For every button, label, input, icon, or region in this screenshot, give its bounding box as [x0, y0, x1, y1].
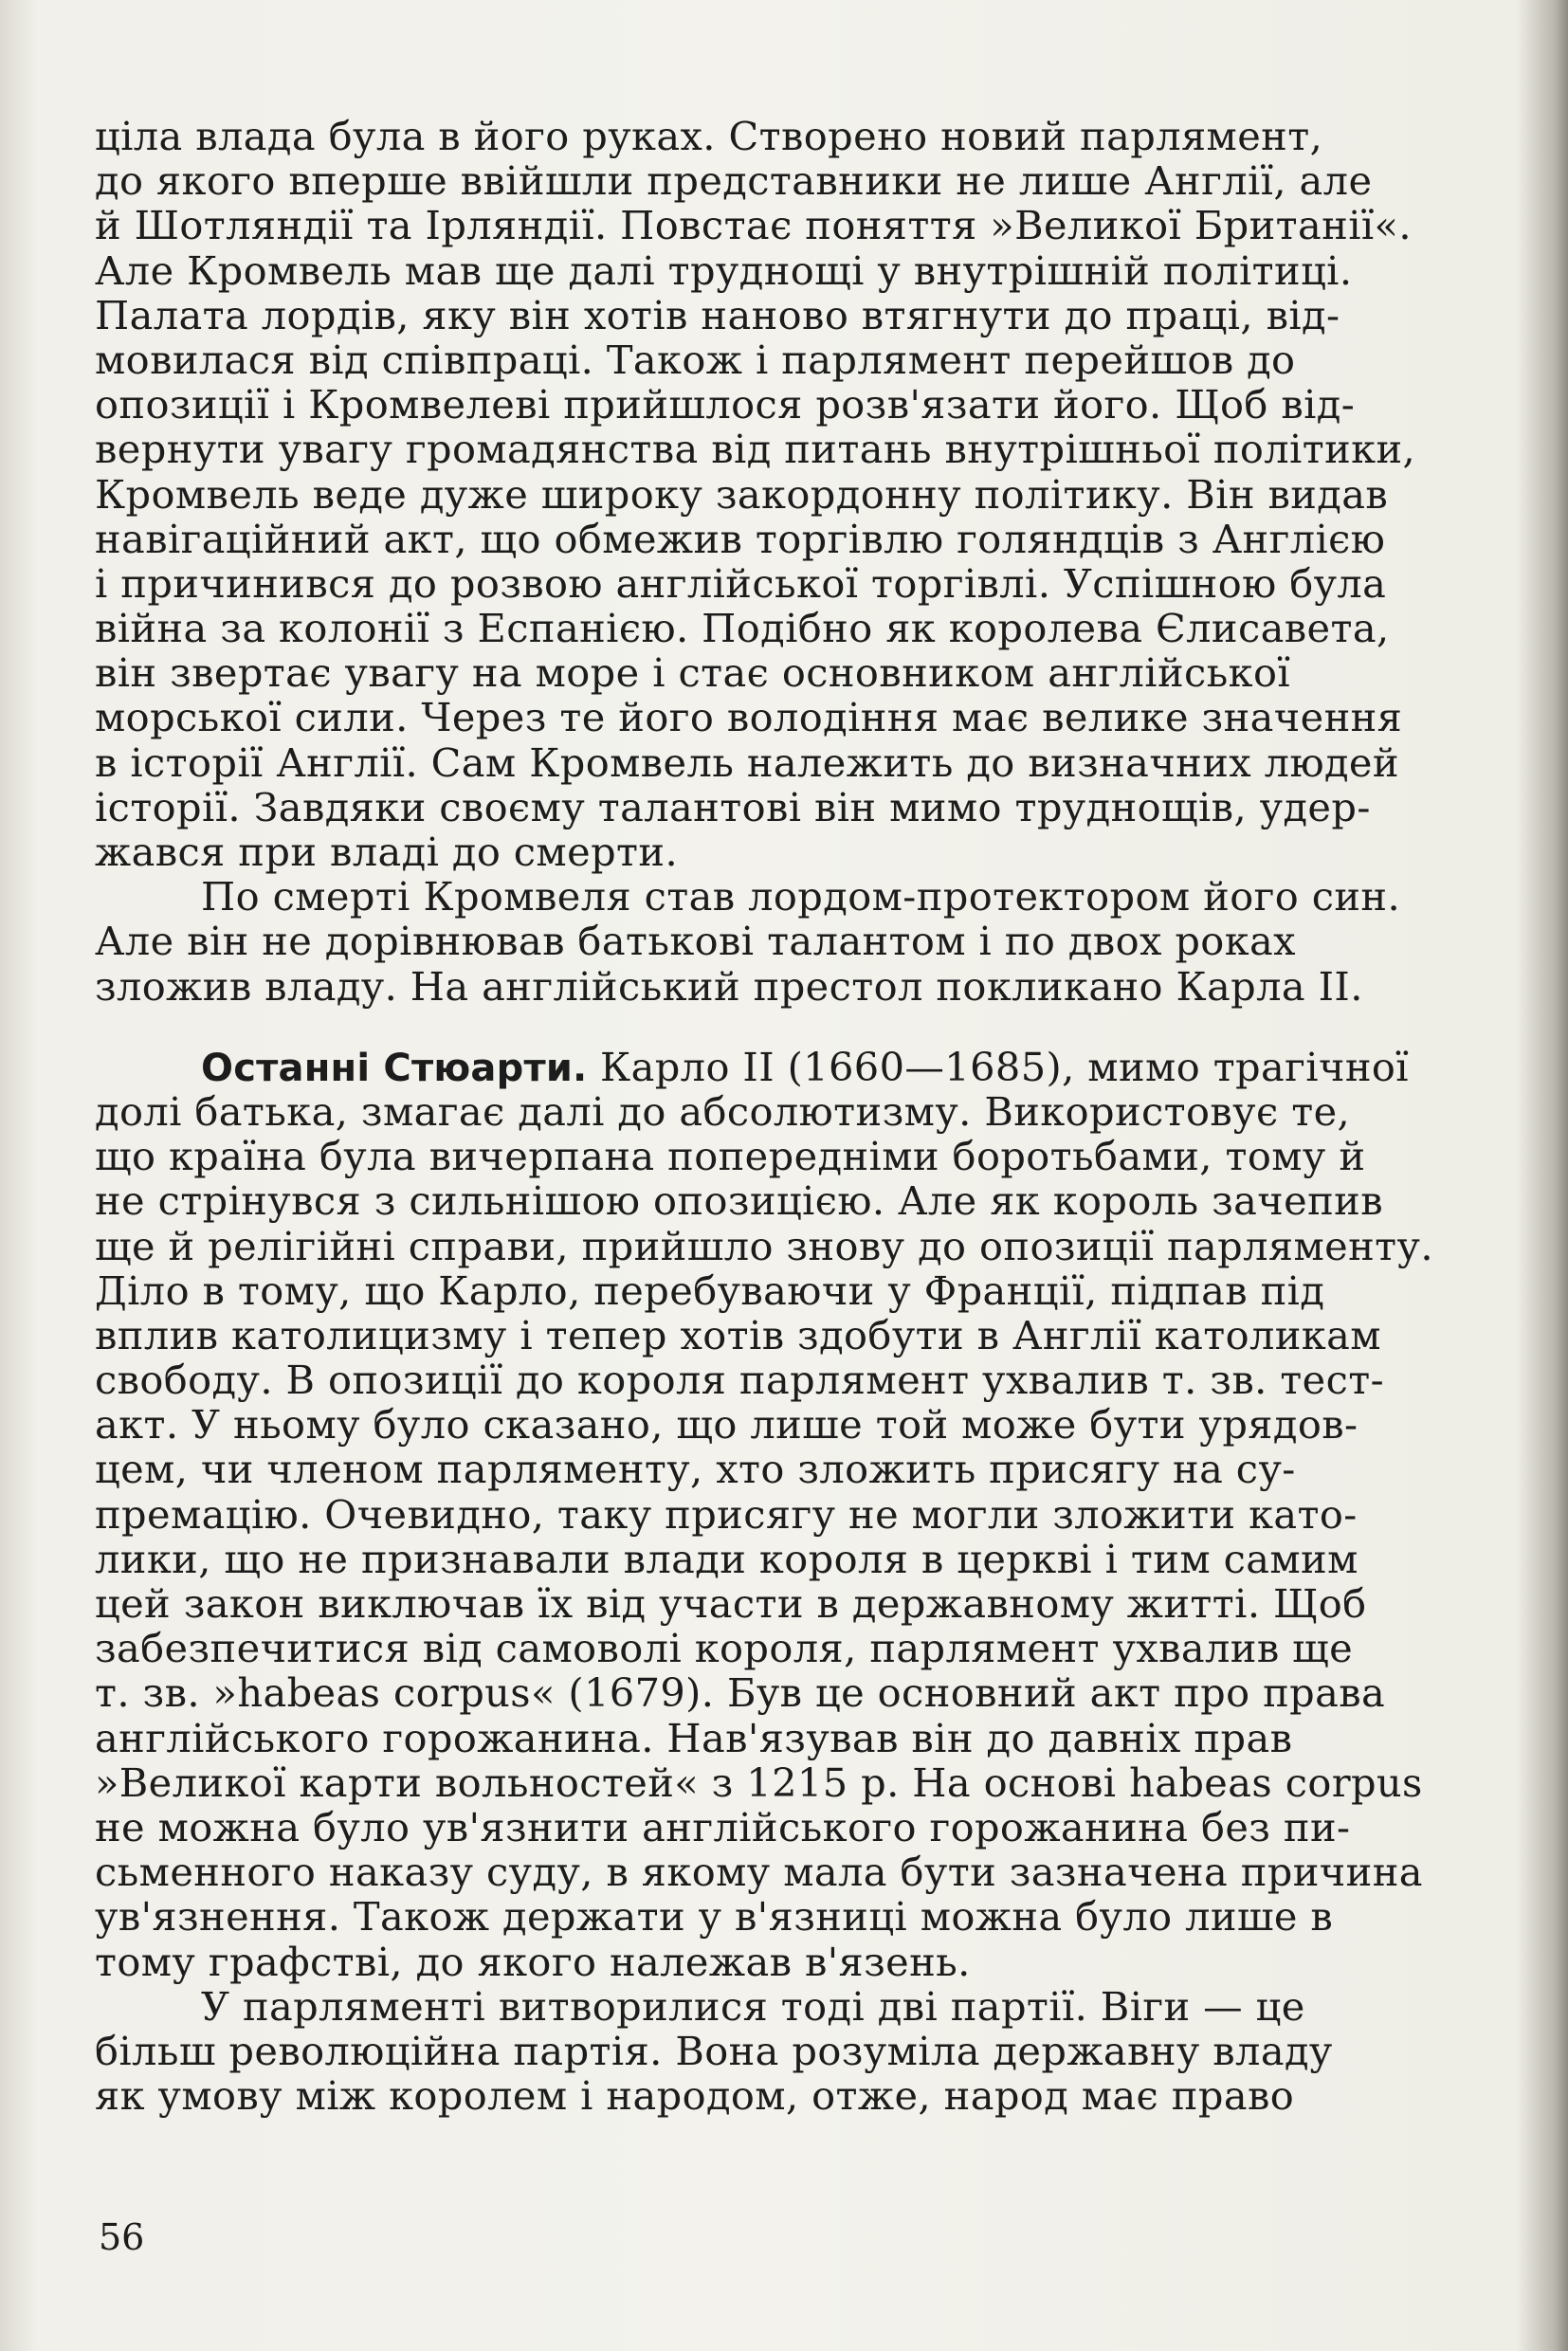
- text-line: і причинився до розвою англійської торгівлі. Успішною була: [95, 559, 1387, 607]
- text-line: війна за колонії з Еспанією. Подібно як королева Єлисавета,: [95, 605, 1390, 652]
- text-line: англійського горожанина. Нав'язував він до давніх прав: [95, 1714, 1293, 1761]
- text-line: премацію. Очевидно, таку присягу не могли зложити като-: [95, 1490, 1358, 1538]
- text-line: Кромвель веде дуже широку закордонну політику. Він видав: [95, 470, 1389, 518]
- text-line: лики, що не признавали влади короля в церкві і тим самим: [95, 1535, 1358, 1582]
- text-line: й Шотляндії та Ірляндії. Повстає поняття »Великої Британії«.: [95, 202, 1412, 249]
- text-line: тому графстві, до якого належав в'язень.: [95, 1938, 971, 1985]
- text-line: більш революційна партія. Вона розуміла державну владу: [95, 2027, 1333, 2074]
- text-line-rest: Карло II (1660—1685), мимо трагічної: [587, 1043, 1409, 1090]
- text-line: цем, чи членом парляменту, хто зложить присягу на су-: [95, 1446, 1296, 1493]
- text-line: забезпечитися від самоволі короля, парлямент ухвалив ще: [95, 1625, 1354, 1672]
- text-line: не стрінувся з сильнішою опозицією. Але як король зачепив: [95, 1177, 1383, 1225]
- text-line: цей закон виключав їх від участи в державному житті. Щоб: [95, 1580, 1367, 1627]
- text-line: »Великої карти вольностей« з 1215 р. На основі habeas corpus: [95, 1759, 1423, 1806]
- text-line: жався при владі до смерти.: [95, 829, 679, 875]
- text-line: У парляменті витворилися тоді дві партії. Віги — це: [201, 1982, 1305, 2030]
- text-line: ув'язнення. Також держати у в'язниці можна було лише в: [95, 1893, 1334, 1941]
- text-line: Але він не дорівнював батькові талантом і по двох роках: [95, 918, 1296, 965]
- text-line: свободу. В опозиції до короля парлямент ухвалив т. зв. тест-: [95, 1357, 1385, 1404]
- text-line: не можна було ув'язнити англійського горожанина без пи-: [95, 1803, 1351, 1850]
- text-line: т. зв. »habeas corpus« (1679). Був це основний акт про права: [95, 1669, 1386, 1717]
- text-line: долі батька, змагає далі до абсолютизму. Використовує те,: [95, 1087, 1351, 1135]
- section-heading: Останні Стюарти.: [201, 1046, 588, 1090]
- text-line: зложив владу. На англійський престол покликано Карла II.: [95, 962, 1363, 1010]
- text-line: морської сили. Через те його володіння має велике значення: [95, 694, 1403, 741]
- text-line: ще й релігійні справи, прийшло знову до опозиції парляменту.: [95, 1222, 1433, 1269]
- text-line: акт. У ньому було сказано, що лише той може бути урядов-: [95, 1401, 1358, 1449]
- text-line: Діло в тому, що Карло, перебуваючи у Франції, підпав під: [95, 1267, 1325, 1314]
- text-line: По смерті Кромвеля став лордом-протектором його син.: [201, 873, 1401, 920]
- section-heading-line: [95, 1045, 1517, 1089]
- text-line: Але Кромвель мав ще далі труднощі у внутрішній політиці.: [95, 246, 1353, 294]
- text-line: мовилася від співпраці. Також і парлямент перейшов до: [95, 336, 1296, 383]
- text-line: вернути увагу громадянства від питань внутрішньої політики,: [95, 426, 1416, 473]
- text-line: вплив католицизму і тепер хотів здобути в Англії католикам: [95, 1311, 1381, 1358]
- text-line: що країна була вичерпана попередніми боротьбами, тому й: [95, 1133, 1366, 1180]
- section-spacer: [95, 1009, 1517, 1045]
- text-line: Палата лордів, яку він хотів наново втягнути до праці, від-: [95, 291, 1340, 338]
- text-line: в історії Англії. Сам Кромвель належить до визначних людей: [95, 738, 1399, 786]
- text-line: опозиції і Кромвелеві прийшлося розв'язати його. Щоб від-: [95, 381, 1356, 428]
- text-line: історії. Завдяки своєму талантові він мимо труднощів, удер-: [95, 783, 1371, 830]
- page-body-text: [95, 114, 1517, 2118]
- text-line: він звертає увагу на море і стає основником англійської: [95, 649, 1291, 697]
- page-number: 56: [99, 2216, 145, 2258]
- text-line: як умову між королем і народом, отже, народ має право: [95, 2072, 1295, 2120]
- text-line: навігаційний акт, що обмежив торгівлю голяндців з Англією: [95, 515, 1386, 562]
- text-line: ціла влада була в його руках. Створено новий парлямент,: [95, 113, 1323, 159]
- text-line: до якого вперше ввійшли представники не лише Англії, але: [95, 157, 1373, 205]
- text-line: сьменного наказу суду, в якому мала бути зазначена причина: [95, 1849, 1423, 1896]
